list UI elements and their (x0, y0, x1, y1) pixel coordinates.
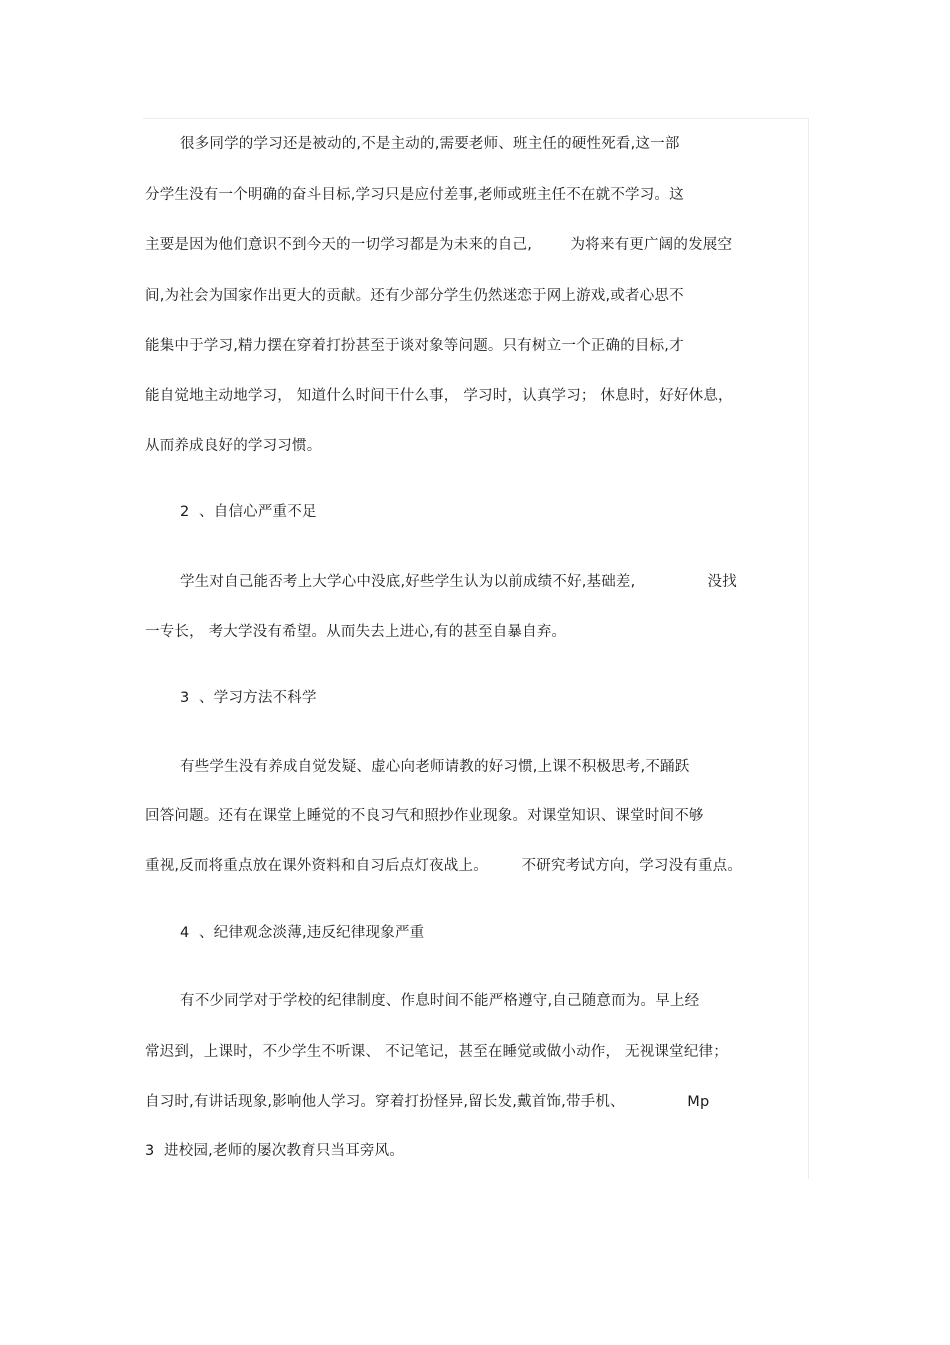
paragraph-1-line-1: 很多同学的学习还是被动的,不是主动的,需要老师、班主任的硬性死看,这一部 (180, 136, 680, 152)
paragraph-4-line-1: 有不少同学对于学校的纪律制度、作息时间不能严格遵守,自己随意而为。早上经 (180, 993, 700, 1009)
paragraph-3-line-1: 有些学生没有养成自觉发疑、虚心向老师请教的好习惯,上课不积极思考,不踊跃 (180, 759, 690, 775)
paragraph-1-line-3: 主要是因为他们意识不到今天的一切学习都是为未来的自己, 为将来有更广阔的发展空 (145, 237, 733, 253)
page-frame (143, 118, 809, 1179)
paragraph-4-line-4: 3 进校园,老师的屡次教育只当耳旁风。 (145, 1143, 405, 1159)
paragraph-4-line-3: 自习时,有讲话现象,影响他人学习。穿着打扮怪异,留长发,戴首饰,带手机、 Mp (145, 1094, 710, 1110)
paragraph-1-line-4: 间,为社会为国家作出更大的贡献。还有少部分学生仍然迷恋于网上游戏,或者心思不 (145, 288, 684, 304)
paragraph-1-line-7: 从而养成良好的学习习惯。 (145, 438, 322, 454)
paragraph-2-line-1: 学生对自己能否考上大学心中没底,好些学生认为以前成绩不好,基础差, 没找 (180, 574, 737, 590)
paragraph-4-line-2: 常迟到，上课时，不少学生不听课、 不记笔记，甚至在睡觉或做小动作， 无视课堂纪律； (145, 1044, 728, 1060)
paragraph-1-line-2: 分学生没有一个明确的奋斗目标,学习只是应付差事,老师或班主任不在就不学习。这 (145, 187, 684, 203)
section-heading-3: 3 、学习方法不科学 (180, 690, 317, 706)
paragraph-2-line-2: 一专长， 考大学没有希望。从而失去上进心,有的甚至自暴自弃。 (145, 624, 567, 640)
paragraph-3-line-3: 重视,反而将重点放在课外资料和自习后点灯夜战上。 不研究考试方向，学习没有重点。 (145, 858, 743, 874)
paragraph-1-line-5: 能集中于学习,精力摆在穿着打扮甚至于谈对象等问题。只有树立一个正确的目标,才 (145, 338, 684, 354)
paragraph-3-line-2: 回答问题。还有在课堂上睡觉的不良习气和照抄作业现象。对课堂知识、课堂时间不够 (145, 808, 704, 824)
paragraph-1-line-6: 能自觉地主动地学习， 知道什么时间干什么事， 学习时，认真学习； 休息时，好好休息， (145, 388, 733, 404)
section-heading-2: 2 、自信心严重不足 (180, 504, 317, 520)
section-heading-4: 4 、纪律观念淡薄,违反纪律现象严重 (180, 925, 425, 941)
